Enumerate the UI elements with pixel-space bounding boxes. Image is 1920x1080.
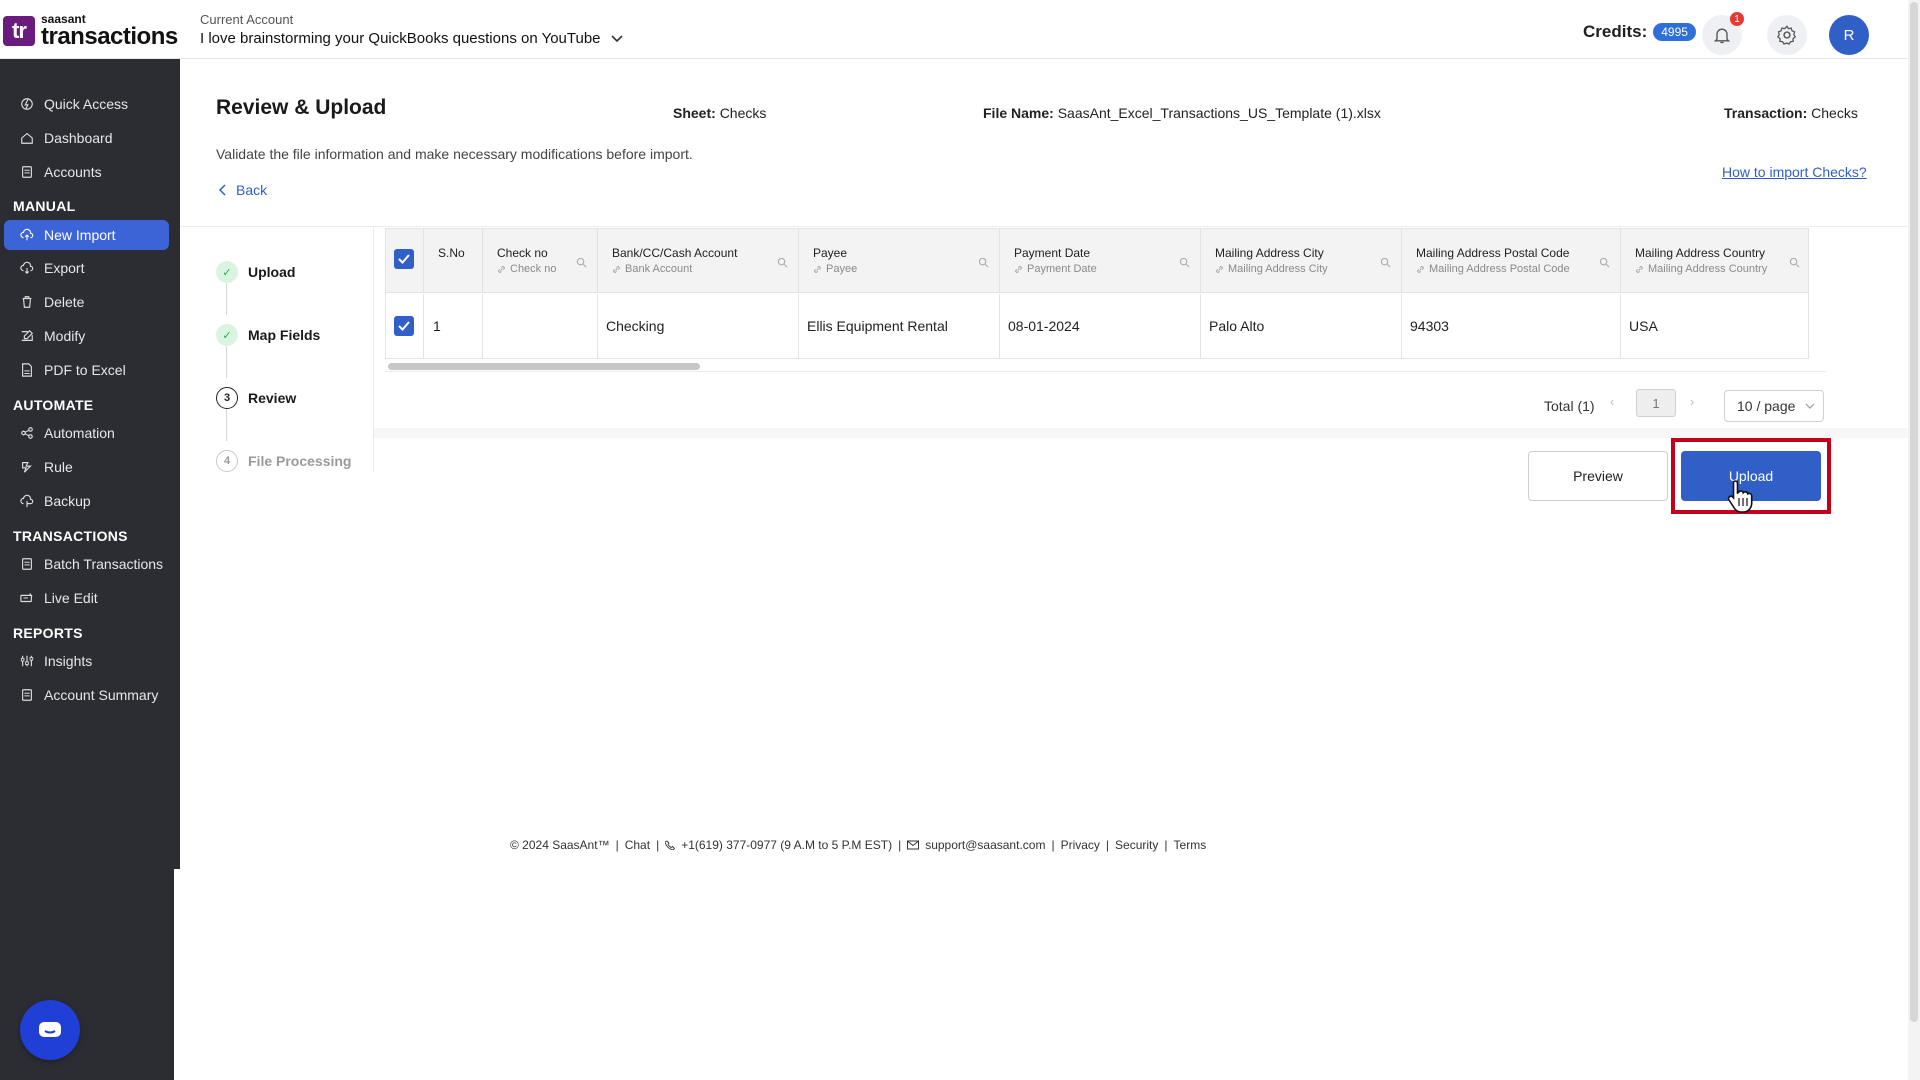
chat-icon [37, 1019, 63, 1041]
select-column [386, 229, 424, 292]
back-link[interactable] [218, 182, 267, 198]
column-mapping: Mailing Address City [1228, 263, 1328, 275]
page-size-select[interactable] [1724, 390, 1824, 422]
sidebar-item-export[interactable] [4, 253, 169, 283]
column-header[interactable] [1402, 229, 1621, 292]
sidebar-heading-transactions: TRANSACTIONS [13, 528, 128, 544]
credits [1583, 22, 1696, 42]
search-icon[interactable] [576, 257, 587, 268]
sidebar-item-label: Delete [44, 294, 85, 310]
file-icon [20, 557, 34, 571]
column-title: Check no [497, 246, 548, 260]
sidebar-item-label: Rule [44, 459, 73, 475]
phone-icon [665, 840, 675, 850]
credits-label: Credits: [1583, 22, 1648, 41]
share-icon [20, 426, 34, 440]
table-header [386, 229, 1808, 293]
row-select-cell [386, 294, 424, 359]
search-icon[interactable] [978, 257, 989, 268]
account-switcher[interactable] [200, 12, 623, 47]
search-icon[interactable] [1179, 257, 1190, 268]
transaction-info [1724, 105, 1858, 121]
link-icon [1635, 265, 1644, 274]
search-icon[interactable] [777, 257, 788, 268]
step-label: Review [248, 390, 297, 406]
column-header[interactable] [598, 229, 799, 292]
transaction-label: Transaction: [1724, 105, 1808, 121]
column-mapping: Payment Date [1027, 263, 1097, 275]
section-band [374, 428, 1908, 438]
logo-big-text: transactions [41, 23, 178, 50]
review-table [385, 228, 1809, 359]
sidebar-item-label: Dashboard [44, 130, 113, 146]
notifications-button[interactable] [1702, 15, 1742, 55]
file-icon [20, 165, 34, 179]
export-icon [20, 261, 34, 275]
chevron-left-icon [218, 184, 226, 196]
bell-icon [1712, 25, 1732, 45]
gear-icon [1776, 24, 1798, 46]
sidebar-item-label: PDF to Excel [44, 362, 126, 378]
sidebar [0, 59, 180, 1080]
sidebar-item-accounts[interactable] [4, 157, 169, 187]
pdf-icon [20, 363, 34, 377]
sidebar-item-label: New Import [44, 227, 116, 243]
column-header[interactable] [483, 229, 598, 292]
sidebar-item-label: Quick Access [44, 96, 129, 112]
column-mapping: Mailing Address Country [1648, 263, 1768, 275]
edit-icon [20, 591, 34, 605]
footer-chat-link[interactable]: Chat [624, 838, 651, 852]
link-icon [497, 265, 506, 274]
search-icon[interactable] [1599, 257, 1610, 268]
column-mapping: Check no [510, 263, 557, 275]
cell-payment-date[interactable]: 08-01-2024 [1008, 318, 1080, 334]
sidebar-heading-manual: MANUAL [13, 198, 76, 214]
footer-copyright: © 2024 SaasAnt™ [510, 838, 610, 852]
file-name-label: File Name: [983, 105, 1054, 121]
file-name-info [983, 105, 1381, 121]
select-all-checkbox[interactable] [394, 249, 414, 269]
upload-cloud-icon [20, 228, 34, 242]
sidebar-item-label: Backup [44, 493, 91, 509]
column-title: Mailing Address Country [1635, 246, 1766, 260]
home-icon [20, 131, 34, 145]
column-title: Bank/CC/Cash Account [612, 246, 738, 260]
sidebar-item-dashboard[interactable] [4, 123, 169, 153]
footer-phone[interactable]: +1(619) 377-0977 (9 A.M to 5 P.M EST) [681, 838, 893, 852]
sidebar-item-pdf-to-excel[interactable] [4, 355, 169, 385]
link-icon [1215, 265, 1224, 274]
column-mapping: Payee [826, 263, 858, 275]
chevron-down-icon [611, 35, 623, 43]
column-mapping: Bank Account [625, 263, 693, 275]
step-review [216, 387, 296, 409]
file-name-value: SaasAnt_Excel_Transactions_US_Template (1).xlsx [1057, 105, 1381, 121]
column-title: S.No [438, 246, 465, 260]
preview-button[interactable]: Preview [1528, 451, 1668, 501]
sidebar-item-label: Account Summary [44, 687, 159, 703]
step-upload [216, 261, 295, 283]
page-title: Review & Upload [216, 96, 387, 119]
sidebar-item-modify[interactable] [4, 321, 169, 351]
sidebar-item-label: Batch Transactions [44, 556, 164, 572]
check-icon: ✓ [216, 261, 238, 283]
step-number: 3 [216, 387, 238, 409]
table-horizontal-scrollbar[interactable] [388, 363, 700, 370]
sidebar-item-quick-access[interactable] [4, 89, 169, 119]
logo-mark: tr [3, 16, 35, 46]
page-subtitle: Validate the file information and make necessary modifications before import. [216, 146, 693, 162]
sidebar-heading-reports: REPORTS [13, 625, 83, 641]
column-header[interactable] [424, 229, 483, 292]
step-connector [226, 346, 227, 378]
sidebar-heading-automate: AUTOMATE [13, 397, 94, 413]
logo-small-text: saasant [41, 12, 86, 26]
step-file-processing [216, 450, 351, 472]
chat-launcher-button[interactable] [20, 1000, 80, 1060]
link-icon [612, 265, 621, 274]
step-map-fields [216, 324, 320, 346]
search-icon[interactable] [1380, 257, 1391, 268]
page-scrollbar-thumb[interactable] [1910, 2, 1918, 1022]
sliders-icon [20, 654, 34, 668]
sheet-value: Checks [719, 105, 767, 121]
bolt-icon [20, 97, 34, 111]
table-row[interactable] [386, 294, 1808, 359]
row-checkbox[interactable] [394, 316, 414, 336]
sidebar-edge [174, 869, 180, 1080]
sidebar-item-label: Export [44, 260, 85, 276]
sheet-label: Sheet: [673, 105, 716, 121]
cell-postal-code[interactable]: 94303 [1410, 318, 1449, 334]
column-title: Payee [813, 246, 848, 260]
step-label: Upload [248, 264, 296, 280]
column-header[interactable] [1201, 229, 1402, 292]
notification-count-badge: 1 [1730, 12, 1744, 26]
column-header[interactable] [799, 229, 1000, 292]
sidebar-item-label: Insights [44, 653, 93, 669]
account-label: Current Account [200, 12, 294, 27]
account-name: I love brainstorming your QuickBooks questions on YouTube [200, 30, 601, 47]
pagination-page[interactable]: 1 [1636, 389, 1676, 417]
check-icon [398, 254, 410, 264]
step-connector [226, 283, 227, 315]
how-to-import-link[interactable]: How to import Checks? [1722, 164, 1867, 180]
search-icon[interactable] [1789, 257, 1800, 268]
sidebar-item-insights[interactable] [4, 646, 169, 676]
brand-logo[interactable] [3, 13, 178, 49]
edit-icon [20, 329, 34, 343]
transaction-value: Checks [1811, 105, 1858, 121]
footer-privacy-link[interactable]: Privacy [1060, 838, 1100, 852]
sheet-info [673, 105, 766, 121]
credits-badge: 4995 [1653, 23, 1696, 41]
trash-icon [20, 295, 34, 309]
sidebar-item-label: Live Edit [44, 590, 98, 606]
user-avatar[interactable]: R [1829, 15, 1869, 55]
hand-cursor-icon [1726, 478, 1756, 514]
sidebar-item-label: Accounts [44, 164, 102, 180]
footer-security-link[interactable]: Security [1115, 838, 1159, 852]
footer: © 2024 SaasAnt™ | Chat | +1(619) 377-0977 (9 A.M to 5 P.M EST) | support@saasant.com | Privacy | Security | Terms [510, 838, 1207, 852]
step-connector [226, 409, 227, 441]
cell-sno: 1 [433, 318, 441, 334]
check-icon: ✓ [216, 324, 238, 346]
column-header[interactable] [1000, 229, 1201, 292]
footer-terms-link[interactable]: Terms [1173, 838, 1207, 852]
check-icon [398, 321, 410, 331]
sidebar-item-backup[interactable] [4, 486, 169, 516]
cell-city[interactable]: Palo Alto [1209, 318, 1265, 334]
sidebar-item-label: Modify [44, 328, 86, 344]
mail-icon [907, 840, 919, 850]
chevron-down-icon [1805, 403, 1815, 409]
top-bar [0, 0, 1908, 59]
sidebar-item-automation[interactable] [4, 418, 169, 448]
header-divider [180, 226, 1908, 227]
sidebar-item-new-import[interactable] [4, 220, 169, 250]
column-title: Payment Date [1014, 246, 1091, 260]
file-icon [20, 688, 34, 702]
column-title: Mailing Address Postal Code [1416, 246, 1570, 260]
upload-button[interactable]: Upload [1681, 451, 1821, 501]
column-mapping: Mailing Address Postal Code [1429, 263, 1570, 275]
chevron-left-icon[interactable]: ‹ [1610, 394, 1615, 409]
column-title: Mailing Address City [1215, 246, 1324, 260]
chevron-right-icon[interactable]: › [1690, 394, 1695, 409]
sidebar-item-label: Automation [44, 425, 115, 441]
step-label: File Processing [248, 453, 352, 469]
link-icon [1014, 265, 1023, 274]
back-link-label: Back [236, 182, 268, 198]
sidebar-item-rule[interactable] [4, 452, 169, 482]
link-icon [813, 265, 822, 274]
table-bottom-border [385, 371, 1826, 372]
cell-account[interactable]: Checking [606, 318, 665, 334]
cell-country[interactable]: USA [1629, 318, 1658, 334]
sidebar-item-live-edit[interactable] [4, 583, 169, 613]
cloud-backup-icon [20, 494, 34, 508]
page-size-value: 10 / page [1737, 398, 1796, 414]
pagination-total: Total (1) [1544, 398, 1595, 414]
sidebar-item-delete[interactable] [4, 287, 169, 317]
link-icon [1416, 265, 1425, 274]
column-header[interactable] [1621, 229, 1809, 292]
sidebar-item-account-summary[interactable] [4, 680, 169, 710]
rule-icon [20, 460, 34, 474]
cell-payee[interactable]: Ellis Equipment Rental [807, 318, 948, 334]
step-label: Map Fields [248, 327, 321, 343]
settings-button[interactable] [1767, 15, 1807, 55]
sidebar-item-batch-transactions[interactable] [4, 549, 169, 579]
footer-email[interactable]: support@saasant.com [925, 838, 1046, 852]
step-number: 4 [216, 450, 238, 472]
